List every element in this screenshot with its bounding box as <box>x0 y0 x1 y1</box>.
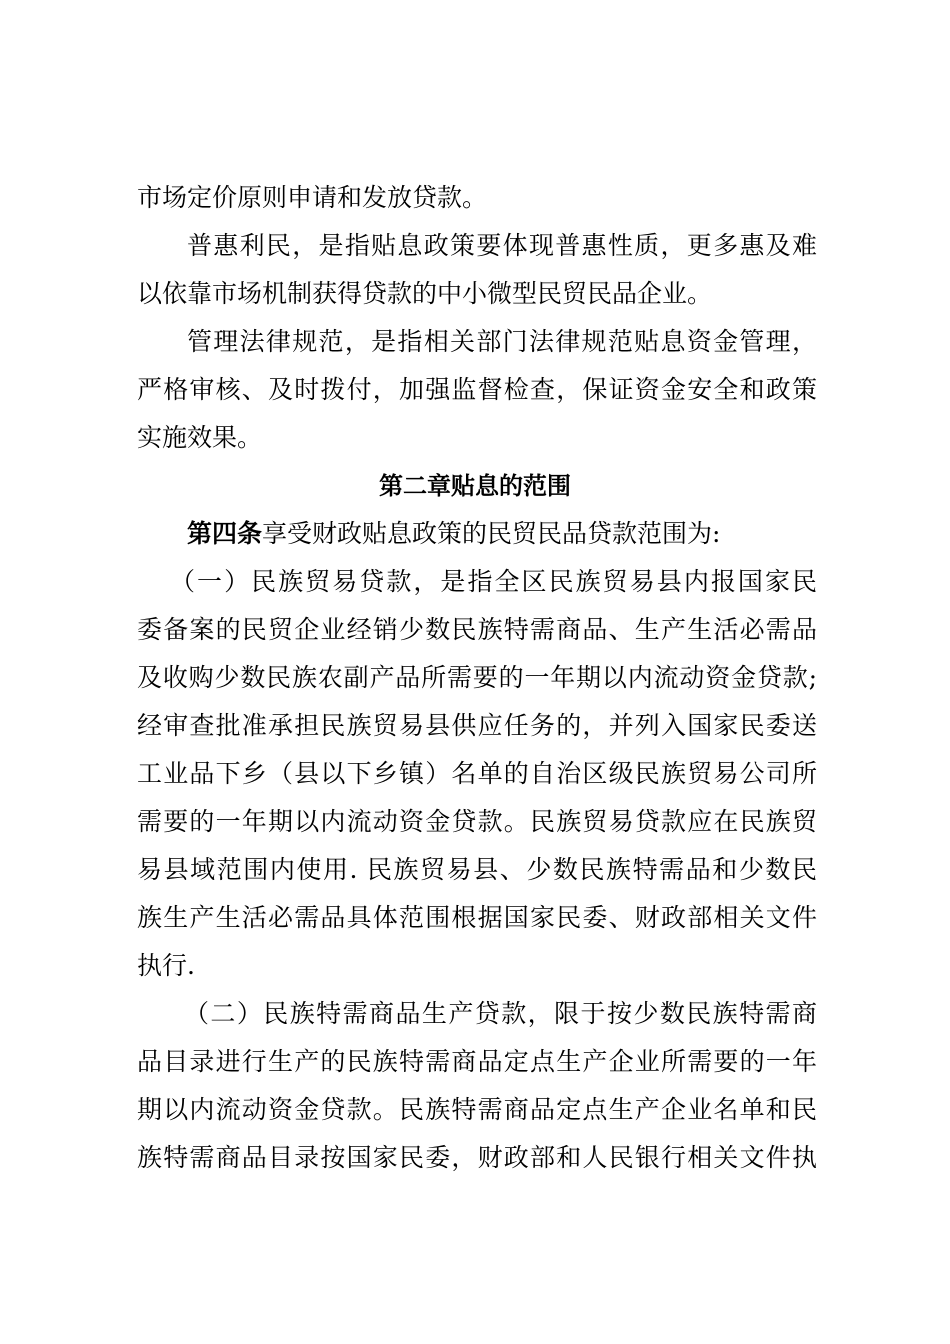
text-line: （一）民族贸易贷款，是指全区民族贸易县内报国家民 <box>170 567 817 596</box>
text-line: 执行. <box>137 951 195 980</box>
text-line: 期以内流动资金贷款。民族特需商品定点生产企业名单和民 <box>137 1095 817 1124</box>
text-line: 普惠利民，是指贴息政策要体现普惠性质，更多惠及难 <box>187 231 817 260</box>
text-line: 及收购少数民族农副产品所需要的一年期以内流动资金贷款; <box>137 663 817 692</box>
text-line: 族特需商品目录按国家民委，财政部和人民银行相关文件执 <box>137 1143 817 1172</box>
chapter-heading: 第二章贴息的范围 <box>379 472 571 500</box>
text-line: 管理法律规范，是指相关部门法律规范贴息资金管理， <box>187 327 817 356</box>
text-line: 易县域范围内使用. 民族贸易县、少数民族特需品和少数民 <box>137 855 817 884</box>
article-4-label: 第四条 <box>187 519 263 548</box>
text-line: （二）民族特需商品生产贷款，限于按少数民族特需商 <box>184 999 817 1028</box>
text-line: 实施效果。 <box>137 423 263 452</box>
text-line: 品目录进行生产的民族特需商品定点生产企业所需要的一年 <box>137 1047 817 1076</box>
text-line: 经审查批准承担民族贸易县供应任务的，并列入国家民委送 <box>137 711 817 740</box>
text-line: 族生产生活必需品具体范围根据国家民委、财政部相关文件 <box>137 903 817 932</box>
text-line: 严格审核、及时拨付，加强监督检查，保证资金安全和政策 <box>137 375 817 404</box>
text-line: 需要的一年期以内流动资金贷款。民族贸易贷款应在民族贸 <box>137 807 817 836</box>
article-4-line <box>187 514 817 554</box>
text-line: 以依靠市场机制获得贷款的中小微型民贸民品企业。 <box>137 279 713 308</box>
text-line: 委备案的民贸企业经销少数民族特需商品、生产生活必需品 <box>137 615 817 644</box>
text-line: 市场定价原则申请和发放贷款。 <box>137 183 488 212</box>
text-line: 工业品下乡（县以下乡镇）名单的自治区级民族贸易公司所 <box>137 759 817 788</box>
article-4-text: 享受财政贴息政策的民贸民品贷款范围为: <box>262 519 721 548</box>
